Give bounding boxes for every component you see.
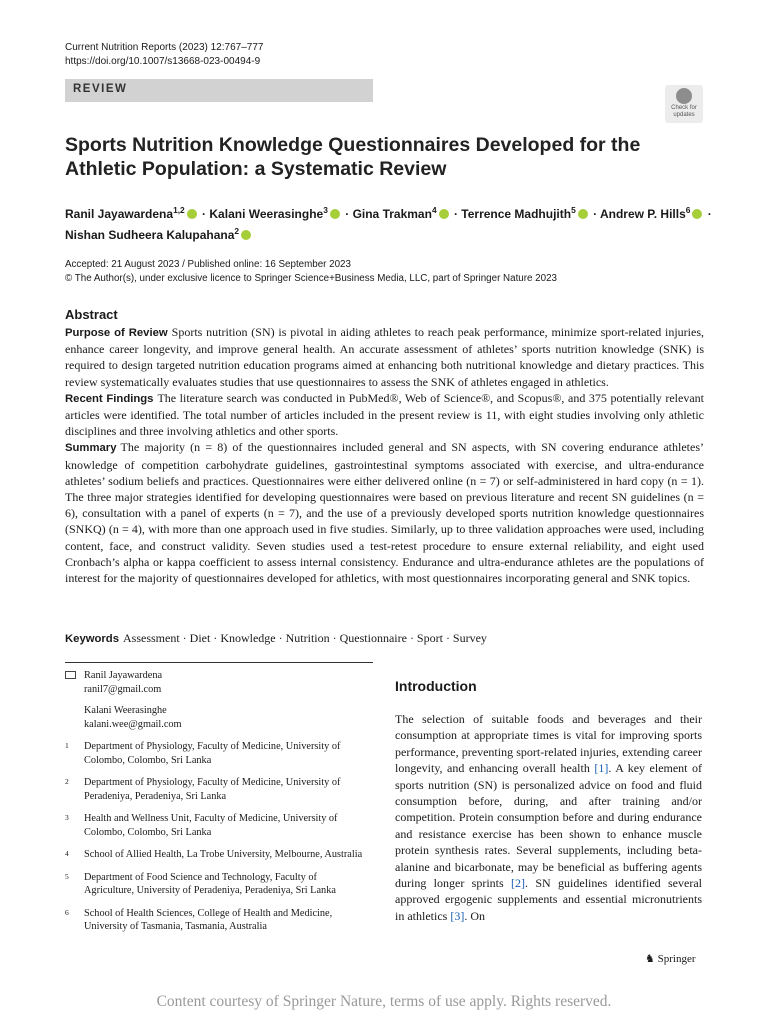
section-band bbox=[65, 79, 373, 102]
affiliation-item bbox=[65, 740, 365, 767]
author-name[interactable]: Andrew P. Hills bbox=[599, 207, 686, 221]
affiliation-text: Department of Physiology, Faculty of Medicine, University of Colombo, Colombo, Sri Lanka bbox=[84, 741, 341, 766]
author-separator: · bbox=[704, 207, 712, 221]
orcid-icon[interactable] bbox=[692, 209, 702, 219]
crossmark-icon bbox=[676, 88, 692, 104]
purpose-label: Purpose of Review bbox=[65, 327, 168, 339]
affiliation-notes bbox=[65, 669, 365, 943]
summary-label: Summary bbox=[65, 442, 117, 455]
affiliation-number: 2 bbox=[65, 777, 69, 786]
orcid-icon[interactable] bbox=[578, 209, 588, 219]
intro-text: . On bbox=[464, 908, 485, 923]
correspondence-block bbox=[65, 669, 365, 731]
keywords-label: Keywords bbox=[65, 633, 119, 645]
correspondent-email[interactable]: kalani.wee@gmail.com bbox=[84, 718, 182, 730]
check-for-updates-badge[interactable] bbox=[665, 85, 703, 123]
orcid-icon[interactable] bbox=[187, 209, 197, 219]
affiliation-text: Department of Food Science and Technology, Faculty of Agriculture, University of Peradeniya, Peradeniya, Sri Lanka bbox=[84, 871, 336, 896]
intro-text: . SN guidelines identified several approved ergogenic supplements and essential micronutrients in athletics bbox=[395, 876, 702, 923]
envelope-icon bbox=[65, 671, 76, 679]
copyright-line: © The Author(s), under exclusive licence to Springer Science+Business Media, LLC, part of Springer Nature 2023 bbox=[65, 273, 557, 284]
summary-text: The majority (n = 8) of the questionnaires included general and SN aspects, with SN covering endurance athletes’ knowledge of competition carbohydrate guidelines, gastrointestinal symptoms associated with exercise, and ultra-endurance athletes’ sodium beliefs and practices. Questionnaires were either delivered online (n = 7) or self-administered in hard copy (n = 1). The three major strategies identified for developing questionnaires were based on previous literature and recent SN guidelines (n = 6), consultation with a panel of experts (n = 7), and the use of a previously developed sports nutrition knowledge questionnaires (SNKQ) (n = 4), with more than one approach used in five studies. Similarly, up to three validation approaches were used, including content, face, and construct validity. Seven studies used a test-retest procedure to ensure external reliability, and eight used Cronbach’s alpha or kappa coefficient to assess internal consistency. Endurance and ultra-endurance athletes are the populations of interest for the majority of questionnaires developed for athletics, with most questionnaires incorporating general and SNK topics. bbox=[65, 440, 704, 586]
intro-text: . A key element of sports nutrition (SN) is personalized advice on food and fluid consumption before, during, and after training and/or competition. Protein consumption before and during endurance and resistance exercise has been shown to enhance muscle protein synthesis rates. Several supplements, including beta-alanine and bicarbonate, may be beneficial as buffering agents during longer sprints bbox=[395, 761, 703, 891]
affiliation-item bbox=[65, 776, 365, 803]
correspondent-email[interactable]: ranil7@gmail.com bbox=[84, 683, 162, 695]
correspondent-name: Ranil Jayawardena bbox=[84, 670, 163, 681]
author-affil: 1,2 bbox=[173, 205, 185, 215]
affiliation-number: 1 bbox=[65, 741, 69, 750]
abstract-summary bbox=[65, 439, 704, 586]
keywords-text: Assessment · Diet · Knowledge · Nutrition · Questionnaire · Sport · Survey bbox=[123, 631, 487, 645]
author-name[interactable]: Terrence Madhujith bbox=[461, 207, 572, 221]
article-title: Sports Nutrition Knowledge Questionnaires Developed for the Athletic Population: a Systematic Review bbox=[65, 134, 641, 180]
orcid-icon[interactable] bbox=[439, 209, 449, 219]
author-separator: · bbox=[198, 207, 210, 221]
findings-label: Recent Findings bbox=[65, 392, 154, 405]
author-affil: 4 bbox=[431, 205, 437, 215]
journal-header bbox=[65, 41, 263, 69]
abstract-section bbox=[65, 306, 704, 586]
affiliation-number: 5 bbox=[65, 871, 69, 881]
author-name[interactable]: Nishan Sudheera Kalupahana bbox=[65, 228, 235, 242]
doi-link[interactable]: https://doi.org/10.1007/s13668-023-00494-9 bbox=[65, 56, 261, 67]
citation-link[interactable]: [2] bbox=[511, 876, 526, 891]
intro-text: The selection of suitable foods and beverages and their consumption at appropriate times is vital for improving sports performance, preventing sport-related injuries, extending career longevity, and enhancing overall health bbox=[395, 712, 702, 776]
section-label: REVIEW bbox=[73, 83, 128, 95]
author-separator: · bbox=[450, 207, 462, 221]
author-name[interactable]: Gina Trakman bbox=[352, 207, 432, 221]
findings-text: The literature search was conducted in PubMed®, Web of Science®, and Scopus®, and 375 potentially relevant articles were identified. The total number of articles included in the present review is 11, with eight studies involving only athletic disciplines and three involving athletics and other sports. bbox=[65, 390, 705, 439]
purpose-text: Sports nutrition (SN) is pivotal in aiding athletes to reach peak performance, minimize sport-related injuries, enhance career longevity, and improve general health. An accurate assessment of athletes’ sports nutrition knowledge (SNK) is required to design targeted nutrition education programs aimed at enhancing both nutritional knowledge and dietary practices. This review systematically evaluates studies that use questionnaires to assess the SNK of athletes engaged in athletics. bbox=[65, 325, 704, 389]
author-separator: · bbox=[589, 207, 600, 221]
abstract-heading: Abstract bbox=[65, 307, 118, 322]
affiliation-item bbox=[65, 871, 365, 898]
affiliation-text: School of Health Sciences, College of Health and Medicine, University of Tasmania, Tasmania, Australia bbox=[84, 907, 333, 932]
abstract-purpose bbox=[65, 324, 704, 390]
author-name[interactable]: Kalani Weerasinghe bbox=[209, 207, 324, 221]
author-separator: · bbox=[341, 207, 353, 221]
citation-link[interactable]: [3] bbox=[450, 908, 465, 923]
affiliation-item bbox=[65, 848, 365, 862]
publication-dates bbox=[65, 258, 557, 286]
introduction-heading: Introduction bbox=[395, 678, 477, 694]
author-affil: 2 bbox=[234, 226, 240, 236]
courtesy-notice: Content courtesy of Springer Nature, terms of use apply. Rights reserved. bbox=[156, 993, 612, 1010]
footnote-divider bbox=[65, 662, 373, 663]
introduction-body bbox=[395, 711, 702, 924]
affiliation-number: 4 bbox=[65, 849, 69, 858]
orcid-icon[interactable] bbox=[241, 230, 251, 240]
author-affil: 3 bbox=[323, 205, 328, 215]
correspondent-name: Kalani Weerasinghe bbox=[84, 705, 167, 716]
journal-citation: Current Nutrition Reports (2023) 12:767–777 bbox=[65, 42, 264, 53]
affiliation-number: 3 bbox=[65, 813, 69, 822]
affiliation-item bbox=[65, 907, 365, 934]
affiliation-text: Health and Wellness Unit, Faculty of Medicine, University of Colombo, Colombo, Sri Lanka bbox=[84, 813, 338, 838]
abstract-findings bbox=[65, 390, 704, 440]
citation-link[interactable]: [1] bbox=[594, 761, 609, 776]
springer-horse-icon: ♞ bbox=[645, 953, 655, 965]
author-affil: 5 bbox=[571, 205, 576, 215]
author-affil: 6 bbox=[685, 205, 691, 215]
publisher-name: Springer bbox=[657, 953, 696, 965]
affiliation-text: School of Allied Health, La Trobe University, Melbourne, Australia bbox=[84, 849, 363, 860]
affiliation-number: 6 bbox=[65, 907, 69, 917]
accepted-date: Accepted: 21 August 2023 / Published online: 16 September 2023 bbox=[65, 259, 351, 270]
affiliation-item bbox=[65, 812, 365, 839]
check-for-updates-label: Check for updates bbox=[671, 105, 697, 118]
publisher-logo bbox=[645, 952, 696, 966]
orcid-icon[interactable] bbox=[330, 209, 340, 219]
keywords bbox=[65, 630, 715, 647]
affiliation-text: Department of Physiology, Faculty of Medicine, University of Peradeniya, Peradeniya, Sri Lanka bbox=[84, 777, 341, 802]
author-name[interactable]: Ranil Jayawardena bbox=[65, 207, 174, 221]
author-list bbox=[65, 202, 715, 244]
